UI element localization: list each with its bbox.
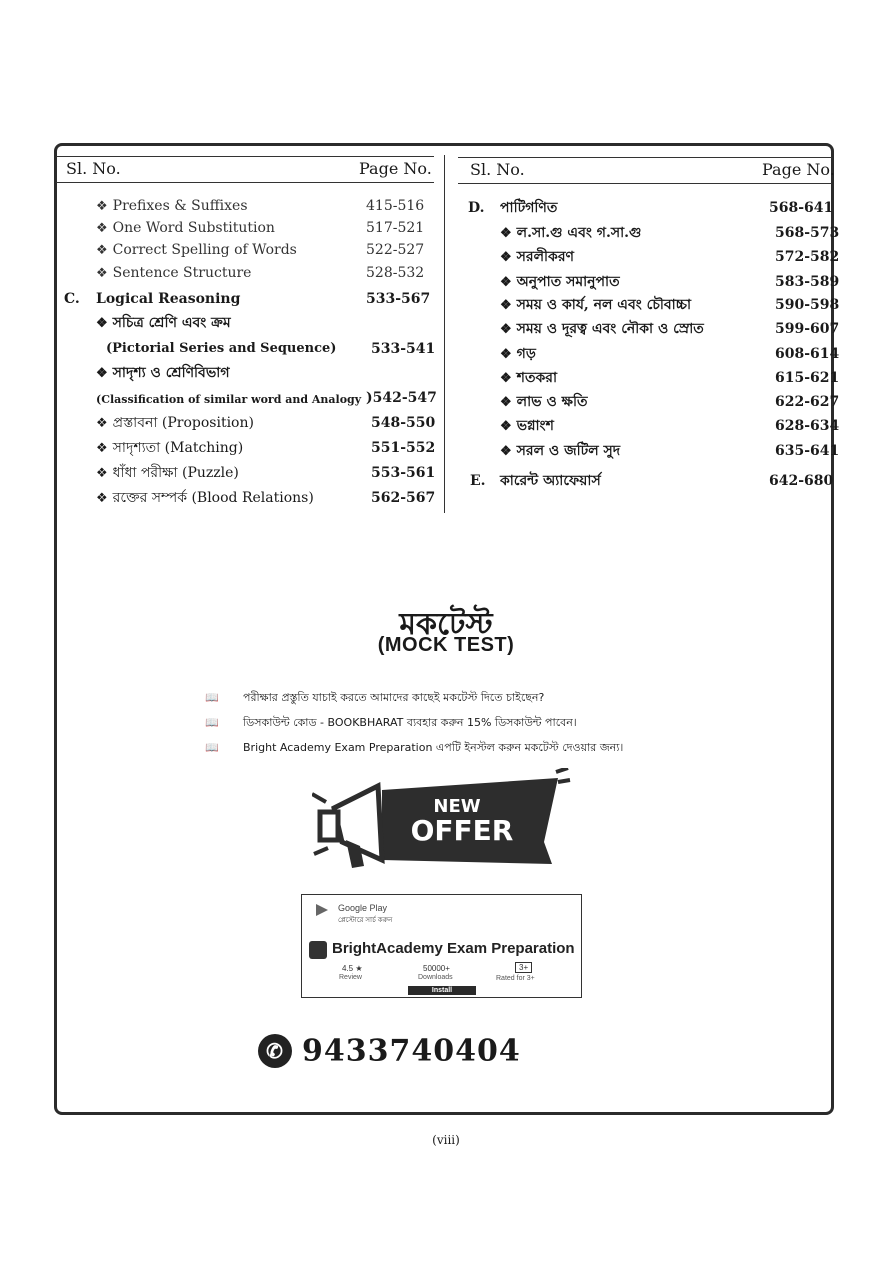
list-item: ❖ লাভ ও ক্ষতি bbox=[500, 394, 588, 410]
bullet-icon: ❖ bbox=[500, 419, 512, 434]
bullet-icon: ❖ bbox=[96, 466, 108, 481]
rating-label: Review bbox=[339, 974, 362, 981]
phone-contact bbox=[258, 1032, 521, 1069]
page-range: 522-527 bbox=[366, 242, 425, 258]
page-range: 635-641 bbox=[775, 443, 840, 459]
page-range: 528-532 bbox=[366, 265, 425, 281]
page-range: )542-547 bbox=[366, 390, 437, 406]
section-title: কারেন্ট অ্যাফেয়ার্স bbox=[500, 473, 601, 489]
right-sl-no-header: Sl. No. bbox=[470, 160, 525, 179]
page-range: 622-627 bbox=[775, 394, 840, 410]
page-range: 608-614 bbox=[775, 346, 840, 362]
page-range: 599-607 bbox=[775, 321, 840, 337]
list-item: ❖ ল.সা.গু এবং গ.সা.গু bbox=[500, 225, 642, 241]
bullet-icon: ❖ bbox=[500, 444, 512, 459]
app-logo-icon bbox=[309, 941, 327, 959]
list-item: ❖ ধাঁধা পরীক্ষা (Puzzle) bbox=[96, 465, 239, 481]
bullet-icon: ❖ bbox=[96, 221, 108, 236]
column-divider bbox=[444, 155, 445, 513]
list-item: ❖ Prefixes & Suffixes bbox=[96, 198, 248, 214]
google-play-card[interactable] bbox=[301, 894, 582, 998]
right-page-no-header: Page No. bbox=[762, 160, 835, 179]
book-icon: 📖 bbox=[205, 691, 219, 704]
bullet-icon: ❖ bbox=[500, 395, 512, 410]
left-sl-no-header: Sl. No. bbox=[66, 159, 121, 178]
section-pages: 533-567 bbox=[366, 291, 431, 307]
left-page-no-header: Page No. bbox=[359, 159, 432, 178]
page-range: 548-550 bbox=[371, 415, 436, 431]
install-button[interactable]: Install bbox=[408, 986, 476, 995]
offer-offer-text: OFFER bbox=[410, 814, 514, 847]
right-header-top-rule bbox=[458, 157, 832, 158]
list-item: ❖ Correct Spelling of Words bbox=[96, 242, 297, 258]
list-item: ❖ One Word Substitution bbox=[96, 220, 275, 236]
bullet-icon: ❖ bbox=[500, 250, 512, 265]
list-item: ❖ সাদৃশ্য ও শ্রেণিবিভাগ bbox=[96, 365, 230, 381]
note-line: 📖 পরীক্ষার প্রস্তুতি যাচাই করতে আমাদের কাছেই মকটেস্ট দিতে চাইছেন? bbox=[205, 691, 545, 704]
list-item: ❖ গড় bbox=[500, 346, 536, 362]
page-range: 553-561 bbox=[371, 465, 436, 481]
page-range: 533-541 bbox=[371, 341, 436, 357]
list-item: ❖ সাদৃশ্যতা (Matching) bbox=[96, 440, 244, 456]
list-item: ❖ সচিত্র শ্রেণি এবং ক্রম bbox=[96, 315, 231, 331]
section-title: Logical Reasoning bbox=[96, 291, 241, 307]
bullet-icon: ❖ bbox=[500, 322, 512, 337]
list-item: ❖ প্রস্তাবনা (Proposition) bbox=[96, 415, 254, 431]
store-name: Google Play bbox=[338, 903, 388, 913]
bullet-icon: ❖ bbox=[96, 416, 108, 431]
bullet-icon: ❖ bbox=[96, 366, 108, 381]
book-icon: 📖 bbox=[205, 716, 219, 729]
list-item-subtitle: (Classification of similar word and Analogy bbox=[96, 393, 362, 406]
list-item: ❖ সময় ও দূরত্ব এবং নৌকা ও স্রোত bbox=[500, 321, 704, 337]
store-subtitle: প্লেস্টোরে সার্চ করুন bbox=[338, 917, 393, 924]
mock-test-subtitle: (MOCK TEST) bbox=[377, 634, 515, 656]
page-range: 628-634 bbox=[775, 418, 840, 434]
section-letter: E. bbox=[470, 473, 486, 489]
page-range: 562-567 bbox=[371, 490, 436, 506]
age-rating-label: Rated for 3+ bbox=[496, 975, 535, 982]
list-item: ❖ সময় ও কার্য, নল এবং চৌবাচ্চা bbox=[500, 297, 692, 313]
bullet-icon: ❖ bbox=[96, 441, 108, 456]
page-range: 568-573 bbox=[775, 225, 840, 241]
bullet-icon: ❖ bbox=[500, 298, 512, 313]
bullet-icon: ❖ bbox=[96, 199, 108, 214]
bullet-icon: ❖ bbox=[500, 226, 512, 241]
page-number: (viii) bbox=[432, 1133, 460, 1147]
offer-new-text: NEW bbox=[433, 796, 481, 817]
whatsapp-icon: ✆ bbox=[258, 1034, 292, 1068]
mock-test-title: মকটেস্ট bbox=[399, 607, 493, 642]
list-item: ❖ সরলীকরণ bbox=[500, 249, 575, 265]
section-letter: D. bbox=[468, 200, 485, 216]
page-range: 517-521 bbox=[366, 220, 425, 236]
page-range: 583-589 bbox=[775, 274, 840, 290]
note-line: 📖 ডিসকাউন্ট কোড - BOOKBHARAT ব্যবহার করুন 15% ডিসকাউন্ট পাবেন। bbox=[205, 716, 577, 729]
book-icon: 📖 bbox=[205, 741, 219, 754]
page-range: 615-621 bbox=[775, 370, 840, 386]
list-item: ❖ ভগ্নাংশ bbox=[500, 418, 554, 434]
section-pages: 642-680 bbox=[769, 473, 834, 489]
downloads-label: Downloads bbox=[418, 974, 453, 981]
app-name: BrightAcademy Exam Preparation bbox=[332, 940, 575, 957]
note-line: 📖 Bright Academy Exam Preparation এপটি ইনস্টল করুন মকটেস্ট দেওয়ার জন্য। bbox=[205, 741, 624, 754]
list-item: ❖ শতকরা bbox=[500, 370, 557, 386]
left-header-top-rule bbox=[56, 156, 434, 157]
page-range: 572-582 bbox=[775, 249, 840, 265]
phone-number: 9433740404 bbox=[302, 1033, 521, 1069]
page-range: 590-598 bbox=[775, 297, 840, 313]
list-item-subtitle: (Pictorial Series and Sequence) bbox=[106, 341, 337, 356]
right-header-bottom-rule bbox=[458, 183, 832, 184]
bullet-icon: ❖ bbox=[96, 266, 108, 281]
rating-value: 4.5 ★ bbox=[342, 964, 363, 973]
section-title: পাটিগণিত bbox=[500, 200, 558, 216]
play-store-icon bbox=[316, 904, 328, 916]
downloads-value: 50000+ bbox=[423, 964, 450, 973]
list-item: ❖ Sentence Structure bbox=[96, 265, 252, 281]
new-offer-badge bbox=[312, 768, 574, 878]
left-header-bottom-rule bbox=[56, 182, 434, 183]
bullet-icon: ❖ bbox=[500, 275, 512, 290]
bullet-icon: ❖ bbox=[96, 491, 108, 506]
bullet-icon: ❖ bbox=[500, 371, 512, 386]
bullet-icon: ❖ bbox=[96, 243, 108, 258]
age-rating-badge: 3+ bbox=[515, 962, 532, 973]
bullet-icon: ❖ bbox=[500, 347, 512, 362]
list-item: ❖ রক্তের সম্পর্ক (Blood Relations) bbox=[96, 490, 314, 506]
bullet-icon: ❖ bbox=[96, 316, 108, 331]
page-range: 415-516 bbox=[366, 198, 425, 214]
section-pages: 568-641 bbox=[769, 200, 834, 216]
list-item: ❖ অনুপাত সমানুপাত bbox=[500, 274, 620, 290]
list-item: ❖ সরল ও জটিল সুদ bbox=[500, 443, 621, 459]
page-range: 551-552 bbox=[371, 440, 436, 456]
section-letter: C. bbox=[64, 291, 80, 307]
